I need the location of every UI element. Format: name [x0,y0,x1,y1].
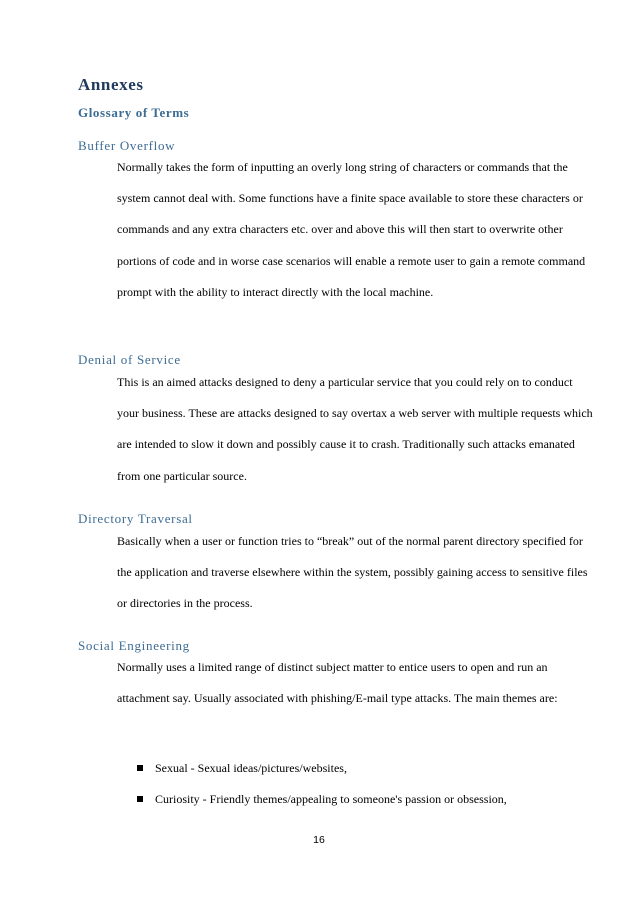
glossary-heading: Glossary of Terms [78,105,190,120]
list-item-text: Sexual - Sexual ideas/pictures/websites, [155,761,347,775]
list-item-text: Curiosity - Friendly themes/appealing to someone's passion or obsession, [155,792,507,806]
page-number: 16 [313,834,325,846]
square-bullet-icon [137,765,143,771]
term-directory-traversal: Directory Traversal [78,511,193,526]
list-item [117,784,597,815]
term-denial-of-service: Denial of Service [78,352,181,367]
term-social-engineering: Social Engineering [78,638,190,653]
square-bullet-icon [137,796,143,802]
annex-heading: Annexes [78,75,144,94]
definition-denial-of-service: This is an aimed attacks designed to deny a particular service that you could rely on to conduct your business. These are attacks designed to say overtax a web server with multiple requests which are intended to slow it down and possibly cause it to crash. Traditionally such attacks emanated from one particular source. [117,375,593,483]
list-item [117,753,597,784]
definition-buffer-overflow: Normally takes the form of inputting an overly long string of characters or commands that the system cannot deal with. Some functions have a finite space available to store these characters or commands and any extra characters etc. over and above this will then start to overwrite other portions of code and in worse case scenarios will enable a remote user to gain a remote command prompt with the ability to interact directly with the local machine. [117,160,586,299]
definition-social-engineering: Normally uses a limited range of distinct subject matter to entice users to open and run an attachment say. Usually associated with phishing/E-mail type attacks. The main themes are: [117,660,558,706]
definition-directory-traversal: Basically when a user or function tries to “break” out of the normal parent directory specified for the application and traverse elsewhere within the system, possibly gaining access to sensitive files or directories in the process. [117,534,588,611]
social-engineering-themes-list [117,753,597,815]
term-buffer-overflow: Buffer Overflow [78,138,176,153]
